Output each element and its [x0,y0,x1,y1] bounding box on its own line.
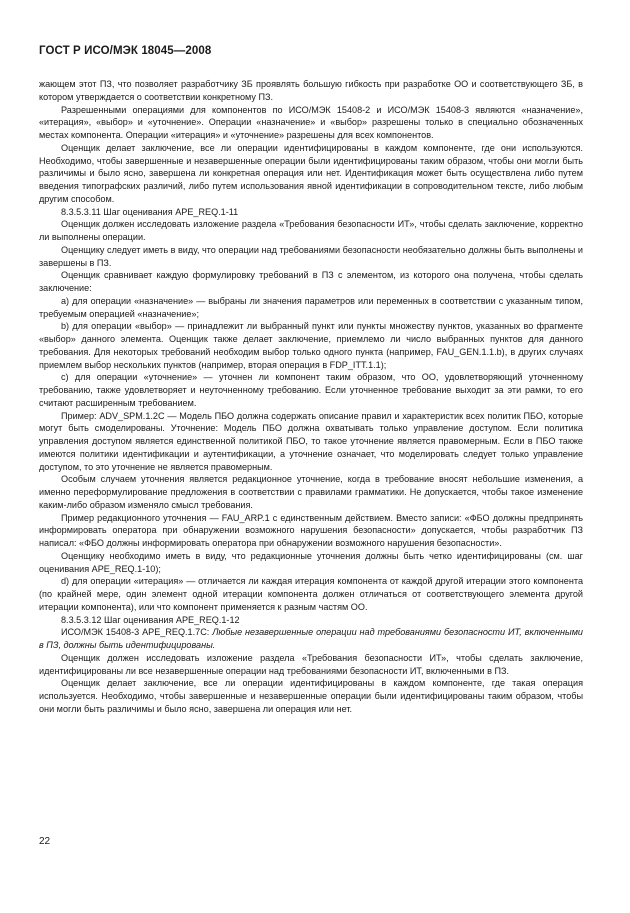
paragraph: Оценщик сравнивает каждую формулировку требований в ПЗ с элементом, из которого она получена, чтобы сделать заключение: [39,270,583,293]
paragraph: Оценщик делает заключение, все ли операции идентифицированы в каждом компоненте, где такая операция используется. Необходимо, чтобы завершенные и незавершенные операции были идентифицированы таким образом, чтобы они могли быть различимы и было ясно, завершена ли операция или нет. [39,678,583,714]
paragraph: Разрешенными операциями для компонентов по ИСО/МЭК 15408-2 и ИСО/МЭК 15408-3 являются «назначение», «итерация», «выбор» и «уточнение». Операции «назначение» и «выбор» разрешены только в специально обозначенных местах компонента. Операции «итерация» и «уточнение» разрешены для всех компонентов. [39,104,583,140]
example-paragraph: Пример редакционного уточнения — FAU_ARP.1 с единственным действием. Вместо записи: «ФБО должны предпринять информировать оператора при обнаружении возможного нарушения безопасности» допускается, чтобы разработчик ПЗ написал: «ФБО должны информировать оператора при обнаружении возможного нарушения безопасности». [39,512,583,548]
paragraph: Оценщик делает заключение, все ли операции идентифицированы в каждом компоненте, где они используются. Необходимо, чтобы завершенные и незавершенные операции были идентифицированы таким образом, чтобы они могли быть различимы и было ясно, завершена ли конкретная операция или нет. Идентификация может быть осуществлена либо путем введения типографских различий, либо путем использования явной идентификации в сопроводительном тексте, либо любым другим способом. [39,142,583,204]
paragraph: Особым случаем уточнения является редакционное уточнение, когда в требование вносят небольшие изменения, а именно переформулирование предложения в соответствии с правилами грамматики. Не допускается, чтобы такое изменение каким-либо образом изменяло смысл требования. [39,474,583,510]
page-header-title: ГОСТ Р ИСО/МЭК 18045—2008 [39,45,212,57]
requirement-paragraph [39,626,583,652]
paragraph: жающем этот ПЗ, что позволяет разработчику ЗБ проявлять большую гибкость при разработке ОО и соответствующего ЗБ, в котором утверждается о соответствии конкретному ПЗ. [39,79,583,102]
body-text [39,78,583,716]
page-number: 22 [39,836,51,847]
step-heading: 8.3.5.3.12 Шаг оценивания APE_REQ.1-12 [61,614,240,625]
paragraph: Оценщику следует иметь в виду, что операции над требованиями безопасности необязательно должны быть выполнены и завершены в ПЗ. [39,244,583,268]
paragraph: Оценщик должен исследовать изложение раздела «Требования безопасности ИТ», чтобы сделать заключение, идентифицированы ли все незавершенные операции над требованиями безопасности ИТ, включенными в ПЗ. [39,652,583,676]
step-heading: 8.3.5.3.11 Шаг оценивания APE_REQ.1-11 [61,206,239,217]
requirement-text: Любые незавершенные операции над требованиями безопасности ИТ, включенными в ПЗ, должны быть идентифицированы. [39,627,583,650]
paragraph: Оценщик должен исследовать изложение раздела «Требования безопасности ИТ», чтобы сделать заключение, корректно ли выполнены операции. [39,219,583,242]
paragraph: Оценщику необходимо иметь в виду, что редакционные уточнения должны быть четко идентифицированы (см. шаг оценивания APE_REQ.1-10); [39,550,583,574]
requirement-ref: ИСО/МЭК 15408-3 APE_REQ.1.7C: [61,627,213,638]
example-paragraph: Пример: ADV_SPM.1.2C — Модель ПБО должна содержать описание правил и характеристик всех политик ПБО, которые могут быть смоделированы. Уточнение: Модель ПБО должна охватывать только управление доступом. Если политика управления доступом является единственной политикой ПБО, то такое уточнение является правомерным. Если в ПБО также имеются политики идентификации и аутентификации, а уточнение означает, что моделировать следует только управление доступом, то это уточнение не является правомерным. [39,410,583,472]
list-item: a) для операции «назначение» — выбраны ли значения параметров или переменных в соответствии с указанным типом, требуемым операцией «назначение»; [39,295,583,319]
list-item: c) для операции «уточнение» — уточнен ли компонент таким образом, что ОО, удовлетворяющий уточненному требованию, также удовлетворяет и неуточненному требованию. Если уточненное требование выходит за эти рамки, то его считают расширенным требованием. [39,372,583,408]
list-item: d) для операции «итерация» — отличается ли каждая итерация компонента от каждой другой итерации этого компонента (по крайней мере, один элемент одной итерации компонента должен отличаться от соответствующего элемента другой итерации компонента), или что компонент применяется к разным частям ОО. [39,576,583,612]
list-item: b) для операции «выбор» — принадлежит ли выбранный пункт или пункты множеству пунктов, указанных во фрагменте «выбор» данного элемента. Оценщик также делает заключение, приемлемо ли число выбранных пунктов для данного требования. Для некоторых требований необходим выбор только одного пункта (например, FAU_GEN.1.1.b), в других случаях приемлем выбор нескольких пунктов (например, вторая операция в FDP_ITT.1.1); [39,321,583,370]
